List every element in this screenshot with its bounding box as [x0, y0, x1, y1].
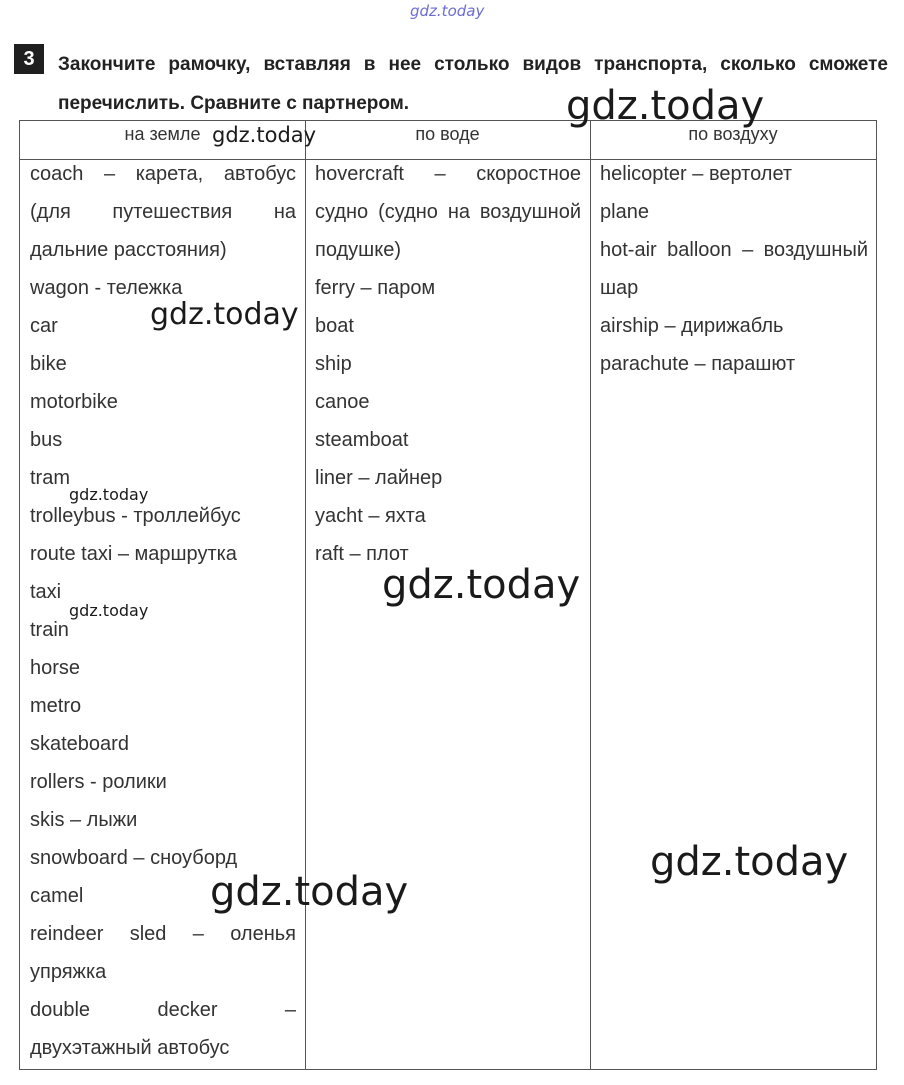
- watermark-b: gdz.today: [212, 123, 317, 147]
- list-item: wagon - тележка: [30, 277, 183, 299]
- list-item: parachute – парашют: [600, 353, 796, 375]
- list-item: canoe: [315, 391, 370, 413]
- list-item: airship – дирижабль: [600, 315, 784, 337]
- list-item: double decker – двухэтажный автобус: [30, 999, 296, 1059]
- list-item: liner – лайнер: [315, 467, 443, 489]
- list-item: trolleybus - троллейбус: [30, 505, 241, 527]
- list-item: reindeer sled – оленья упряжка: [30, 923, 296, 983]
- list-item: boat: [315, 315, 354, 337]
- task-number-badge: 3: [14, 44, 44, 74]
- list-item: motorbike: [30, 391, 118, 413]
- task-instruction: Закончите рамочку, вставляя в нее столько видов транспорта, сколько сможете перечислить. Сравните с партнером.: [58, 54, 888, 114]
- column-divider-2: [590, 121, 591, 1069]
- watermark-top: gdz.today: [410, 2, 485, 20]
- water-column: [315, 155, 581, 573]
- list-item: helicopter – вертолет: [600, 163, 793, 185]
- list-item: hovercraft – скоростное судно (судно на воздушной подушке): [315, 163, 581, 261]
- list-item: hot-air balloon – воздушный шар: [600, 239, 868, 299]
- air-column: [600, 155, 868, 383]
- watermark-e: gdz.today: [69, 601, 149, 620]
- watermark-f: gdz.today: [382, 562, 581, 608]
- list-item: rollers - ролики: [30, 771, 167, 793]
- list-item: skateboard: [30, 733, 129, 755]
- list-item: snowboard – сноуборд: [30, 847, 238, 869]
- list-item: yacht – яхта: [315, 505, 426, 527]
- list-item: metro: [30, 695, 82, 717]
- watermark-a: gdz.today: [566, 83, 765, 129]
- list-item: skis – лыжи: [30, 809, 138, 831]
- header-water: по воде: [415, 124, 480, 144]
- list-item: plane: [600, 201, 649, 223]
- list-item: steamboat: [315, 429, 409, 451]
- list-item: coach – карета, автобус (для путешествия на дальние расстояния): [30, 163, 296, 261]
- watermark-c: gdz.today: [150, 297, 299, 332]
- list-item: ferry – паром: [315, 277, 436, 299]
- list-item: route taxi – маршрутка: [30, 543, 237, 565]
- list-item: tram: [30, 467, 70, 489]
- list-item: horse: [30, 657, 81, 679]
- watermark-d: gdz.today: [69, 485, 149, 504]
- list-item: bus: [30, 429, 63, 451]
- watermark-h: gdz.today: [210, 869, 409, 915]
- list-item: bike: [30, 353, 67, 375]
- header-air: по воздуху: [688, 124, 778, 144]
- list-item: taxi: [30, 581, 62, 603]
- list-item: car: [30, 315, 58, 337]
- list-item: ship: [315, 353, 352, 375]
- list-item: camel: [30, 885, 84, 907]
- list-item: raft – плот: [315, 543, 409, 565]
- header-land: на земле: [124, 124, 201, 144]
- column-divider-1: [305, 121, 306, 1069]
- list-item: train: [30, 619, 69, 641]
- watermark-g: gdz.today: [650, 839, 849, 885]
